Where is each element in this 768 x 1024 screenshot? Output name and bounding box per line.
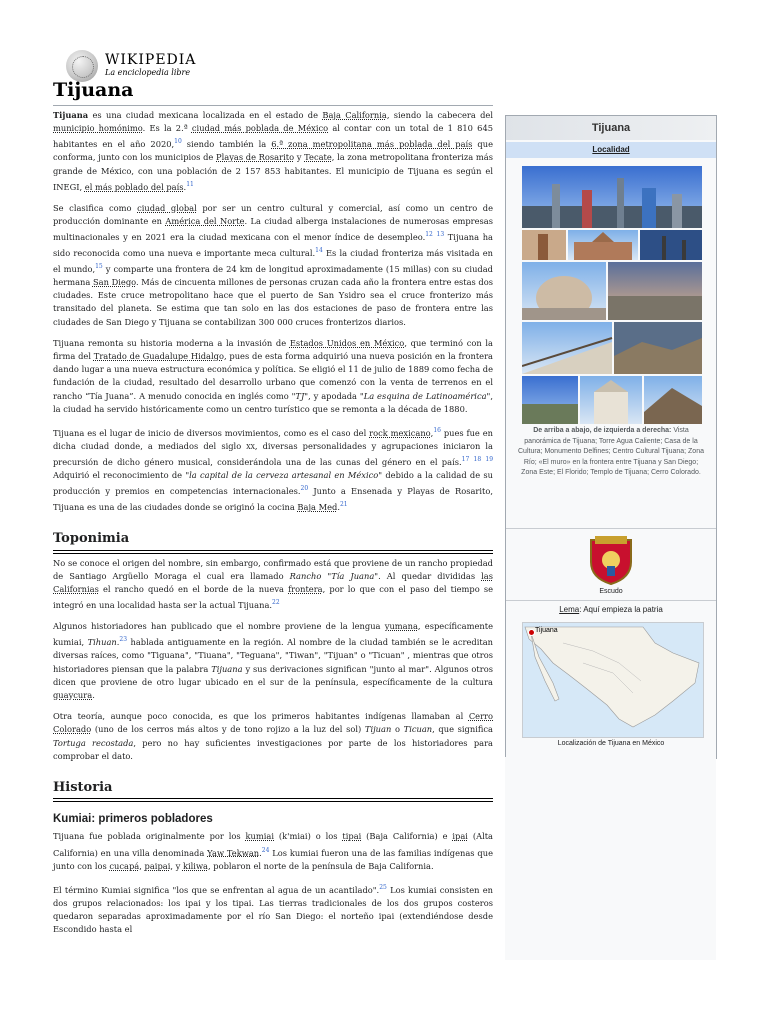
inline-link[interactable]: rock mexicano xyxy=(369,427,431,438)
inline-link[interactable]: Baja California xyxy=(322,110,387,120)
inline-link[interactable]: Tratado de Guadalupe Hidalgo xyxy=(93,351,224,362)
collage-graphic xyxy=(522,166,702,424)
sidebar-background xyxy=(505,757,716,960)
citation-ref[interactable]: 14 xyxy=(315,247,323,255)
infobox-separator xyxy=(506,600,716,601)
citation-ref[interactable]: 11 xyxy=(186,180,194,188)
inline-link[interactable]: ipai xyxy=(452,831,468,842)
toponimia-paragraph-1: No se conoce el origen del nombre, sin embargo, confirmado está que proviene de un rancho propiedad de Santiago Argüello Moraga el cual era llamado Rancho "Tía Juana". Al quedar divididas las Californias el rancho quedó en el borde de la nueva frontera, por lo que con el paso del tiempo se integró en una localidad hasta ser la actual Tijuana.$^{22}$ xyxy=(53,557,493,610)
inline-link[interactable]: yumana xyxy=(384,621,418,632)
motto xyxy=(506,605,716,614)
intro-paragraph-2: Se clasifica como ciudad global por ser un centro cultural y comercial, así como un centro de producción dominante en América del Norte. La ciudad alberga instalaciones de numerosas empresas multinacionales y en 2021 era la ciudad mexicana con el menor índice de desempleo.$^{12}$ $^{13}$ Tijuana ha sido reconocida como una nueva e importante meca cultural.$^{14}$ Es la ciudad fronteriza más visitada en el mundo,$^{15}$ y comparte una frontera de 24 km de longitud aproximadamente (15 millas) con su ciudad hermana San Diego. Más de cincuenta millones de personas cruzan cada año la frontera entre estas dos ciudades. Este cruce metropolitano hace que el puerto de San Ysidro sea el cruce fronterizo más transitado del planeta. Se estima que tan solo en las dos estaciones de paso de frontera entre las ciudades de San Diego y Tijuana se contabilizan 300 000 cruces fronterizos diarios. xyxy=(53,202,494,327)
citation-ref[interactable]: 10 xyxy=(174,138,182,146)
inline-link[interactable]: frontera xyxy=(288,583,323,594)
infobox xyxy=(505,115,717,759)
section-heading-historia: Historia xyxy=(53,781,493,799)
motto-text: : Aquí empieza la patria xyxy=(579,605,663,614)
inline-link[interactable]: cucapá xyxy=(109,860,140,871)
infobox-subtitle-link[interactable]: Localidad xyxy=(506,142,716,158)
inline-link[interactable]: Estados Unidos en México xyxy=(289,337,405,348)
inline-link[interactable]: las Californias xyxy=(53,570,493,594)
inline-link[interactable]: kiliwa xyxy=(182,860,209,871)
inline-link[interactable]: Tecate xyxy=(304,152,332,163)
inline-link[interactable]: paipai xyxy=(144,860,171,871)
logo-wordmark: WIKIPEDIA xyxy=(105,52,197,68)
inline-link[interactable]: el más poblado del país xyxy=(84,181,184,192)
section-heading-toponimia: Toponimia xyxy=(53,532,493,550)
collage-caption xyxy=(516,426,706,479)
inline-link[interactable]: guaycura xyxy=(53,689,93,700)
historia-paragraph-1: Tijuana fue poblada originalmente por los kumiai (k'miai) o los tipai (Baja California) e ipai (Alta California) en una villa denominada Yaw Tekwan.$^{24}$ Los kumiai fueron una de las familias indígenas que junto con los cucapá, paipai, y kiliwa, poblaron el norte de la península de Baja California. xyxy=(53,831,494,871)
logo-tagline: La enciclopedia libre xyxy=(105,68,191,77)
citation-ref[interactable]: 18 xyxy=(473,456,482,464)
citation-ref[interactable]: 20 xyxy=(300,485,309,493)
citation-ref[interactable]: 17 xyxy=(461,456,470,464)
article-content xyxy=(53,109,493,944)
citation-ref[interactable]: 15 xyxy=(95,263,103,271)
intro-paragraph-1: Tijuana es una ciudad mexicana localizada en el estado de Baja California, siendo la cabecera del municipio homónimo. Es la 2.ª ciudad más poblada de México al contar con un total de 1 810 645 habitantes en el año 2020,10 siendo también la 6.ª zona metropolitana más poblada del país que conforma, junto con los municipios de Playas de Rosarito y Tecate, la zona metropolitana fronteriza más grande de México, con una población de 2 157 853 habitantes. El municipio de Tijuana es según el INEGI, el más poblado del país.$^{11}$ xyxy=(53,110,494,192)
intro-paragraph-4: Tijuana es el lugar de inicio de diversos movimientos, como es el caso del rock mexicano,$^{16}$ pues fue en dicha ciudad donde, a mediados del siglo xx, diversas personalidades y agrupaciones iniciaron la precursión de dicho género musical, considerándola una de las cunas del género en el país.$^{17}$ $^{18}$ $^{19}$ Adquirió el reconocimiento de "la capital de la cerveza artesanal en México" debido a la calidad de su producción y premios en competencias internacionales.$^{20}$ Junto a Ensenada y Playas de Rosarito, Tijuana es una de las ciudades donde se originó la cocina Baja Med.$^{21}$ xyxy=(53,427,494,513)
toponimia-paragraph-3: Otra teoría, aunque poco conocida, es que los primeros habitantes indígenas llamaban al Cerro Colorado (uno de los cerros más altos y de tono rojizo a la luz del sol) Tijuan o Ticuan, que significa Tortuga recostada, pero no hay suficientes investigaciones por parte de los historiadores para comprobar el dato. xyxy=(53,711,493,761)
map-graphic xyxy=(523,623,703,737)
citation-ref[interactable]: 23 xyxy=(119,636,128,644)
tijuana-location-marker xyxy=(528,629,535,636)
inline-link[interactable]: San Diego xyxy=(92,277,136,288)
citation-ref[interactable]: 13 xyxy=(436,231,445,239)
inline-link[interactable]: tipai xyxy=(342,831,362,842)
wikipedia-logo[interactable] xyxy=(66,50,226,82)
intro-paragraph-3: Tijuana remonta su historia moderna a la invasión de Estados Unidos en México, que terminó con la firma del Tratado de Guadalupe Hidalgo, pues de esta forma adquirió una nueva posición en la frontera dando lugar a una nueva estructura económica y política. Se eligió el 11 de julio de 1889 como fecha de fundación de la ciudad, resultado del desarrollo urbano que comenzó con la venta de terrenos en el rancho “Tía Juana”. A menudo conocida en inglés como "TJ", y apodada "La esquina de Latinoamérica", la ciudad ha servido históricamente como un centro turístico que se remonta a la década de 1880. xyxy=(53,337,494,414)
location-map[interactable] xyxy=(522,622,704,738)
collage-caption-text: Vista panorámica de Tijuana; Torre Agua Caliente; Casa de la Cultura; Monumento Delfines; Centro Cultural Tijuana; Zona Río; «El muro» en la frontera entre Tijuana y San Diego; Zona Este; El Florido; Templo de Tijuana; Cerro Colorado. xyxy=(518,427,704,476)
coat-of-arms-caption: Escudo xyxy=(599,588,623,595)
citation-ref[interactable]: 25 xyxy=(379,883,387,891)
citation-ref[interactable]: 24 xyxy=(261,846,270,854)
wikipedia-globe-icon xyxy=(66,50,98,82)
map-marker-label: Tijuana xyxy=(535,627,558,634)
inline-link[interactable]: ciudad global xyxy=(137,202,197,213)
map-caption: Localización de Tijuana en México xyxy=(557,740,665,747)
infobox-title: Tijuana xyxy=(506,116,716,140)
inline-link[interactable]: Cerro Colorado xyxy=(53,711,493,735)
inline-link[interactable]: Playas de Rosarito xyxy=(216,152,295,163)
inline-link[interactable]: municipio homónimo xyxy=(53,123,143,134)
inline-link[interactable]: 6.ª zona metropolitana más poblada del país xyxy=(271,139,473,150)
subsection-heading-kumiai: Kumiai: primeros pobladores xyxy=(53,813,213,826)
infobox-separator xyxy=(506,528,716,529)
inline-link[interactable]: kumiai xyxy=(245,831,275,842)
inline-link[interactable]: Baja Med xyxy=(297,502,338,513)
citation-ref[interactable]: 22 xyxy=(272,599,280,607)
inline-link[interactable]: América del Norte xyxy=(165,215,245,226)
collage-caption-heading: De arriba a abajo, de izquierda a derecha: xyxy=(533,427,672,434)
historia-paragraph-2: El término Kumiai significa "los que se enfrentan al agua de un acantilado".$^{25}$ Los kumiai consisten en dos grupos relacionados: los ipai y los tipai. Las tierras tradicionales de los dos grupos costeros quedaron separadas aproximadamente por el río San Diego: el norteño ipai (extendiéndose desde Escondido hasta el xyxy=(53,883,493,935)
citation-ref[interactable]: 19 xyxy=(485,456,494,464)
coat-of-arms-image[interactable] xyxy=(585,534,637,586)
title-divider xyxy=(53,105,493,106)
citation-ref[interactable]: 21 xyxy=(339,501,348,509)
citation-ref[interactable]: 12 xyxy=(425,231,433,239)
inline-link[interactable]: Yaw Tekwan xyxy=(207,847,260,858)
citation-ref[interactable]: 16 xyxy=(433,427,441,435)
toponimia-paragraph-2: Algunos historiadores han publicado que el nombre proviene de la lengua yumana, específicamente kumiai, Tihuan.$^{23}$ hablada antiguamente en la región. Al nombre de la ciudad también se le acreditan diversas raíces, como "Tiguana", "Tiuana", "Teguana", "Tiwan", "Tijuan" o "Ticuan" , mientras que otros historiadores piensan que la palabra Tijuana y sus derivaciones significan "junto al mar". Algunos otros dicen que proviene de otro lugar ubicado en el sur de la península, específicamente de la cultura guaycura. xyxy=(53,621,493,700)
inline-link[interactable]: ciudad más poblada de México xyxy=(191,123,329,134)
motto-link[interactable]: Lema xyxy=(559,605,580,614)
photo-collage[interactable] xyxy=(522,166,702,424)
coat-of-arms-graphic xyxy=(585,534,637,586)
photo-monumento-delfines xyxy=(640,230,702,260)
page-title: Tijuana xyxy=(53,79,134,101)
